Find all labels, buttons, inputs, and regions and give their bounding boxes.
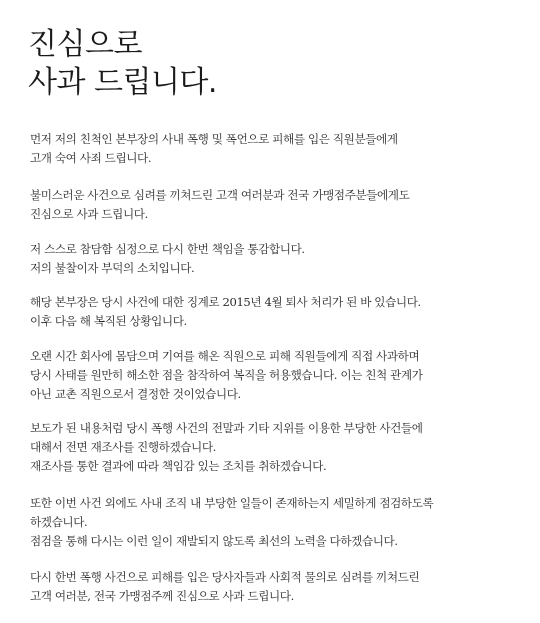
text-line: 또한 이번 사건 외에도 사내 조직 내 부당한 일들이 존재하는지 세밀하게 점검하도록 <box>30 496 434 510</box>
text-line: 이후 다음 해 복직된 상황입니다. <box>30 314 187 328</box>
text-line: 대해서 전면 재조사를 진행하겠습니다. <box>30 440 216 454</box>
text-line: 고개 숙여 사죄 드립니다. <box>30 151 152 165</box>
text-line: 점검을 통해 다시는 이런 일이 재발되지 않도록 최선의 노력을 다하겠습니다. <box>30 534 398 548</box>
text-line: 다시 한번 폭행 사건으로 피해를 입은 당사자들과 사회적 물의로 심려를 끼쳐드린 <box>30 570 420 584</box>
paragraph-reinvestigation <box>30 419 530 476</box>
text-line: 고객 여러분, 전국 가맹점주께 진심으로 사과 드립니다. <box>30 589 294 603</box>
paragraph-internal-review <box>30 494 530 551</box>
paragraph-responsibility <box>30 240 530 278</box>
text-line: 저 스스로 참담함 심정으로 다시 한번 책임을 통감합니다. <box>30 242 305 256</box>
text-line: 진심으로 사과 드립니다. <box>30 207 148 221</box>
text-line: 재조사를 통한 결과에 따라 책임감 있는 조치를 취하겠습니다. <box>30 459 327 473</box>
text-line: 불미스러운 사건으로 심려를 끼쳐드린 고객 여러분과 전국 가맹점주분들에게도 <box>30 188 410 202</box>
text-line: 저의 불찰이자 부덕의 소치입니다. <box>30 261 195 275</box>
text-line: 하겠습니다. <box>30 515 88 529</box>
letter-title <box>28 26 217 102</box>
paragraph-apology-to-customers <box>30 186 530 224</box>
title-line: 사과 드립니다. <box>28 65 217 100</box>
title-line: 진심으로 <box>28 27 142 62</box>
text-line: 해당 본부장은 당시 사건에 대한 징계로 2015년 4월 퇴사 처리가 된 바 있습니다. <box>30 295 421 309</box>
text-line: 당시 사태를 원만히 해소한 점을 참작하여 복직을 허용했습니다. 이는 친척 관계가 <box>30 368 423 382</box>
text-line: 먼저 저의 친척인 본부장의 사내 폭행 및 폭언으로 피해를 입은 직원분들에게 <box>30 132 398 146</box>
paragraph-dismissal-history <box>30 293 530 331</box>
paragraph-closing-apology <box>30 568 530 606</box>
text-line: 오랜 시간 회사에 몸담으며 기여를 해온 직원으로 피해 직원들에게 직접 사과하며 <box>30 349 420 363</box>
paragraph-apology-to-staff <box>30 130 530 168</box>
text-line: 아닌 교촌 직원으로서 결정한 것이었습니다. <box>30 387 241 401</box>
text-line: 보도가 된 내용처럼 당시 폭행 사건의 전말과 기타 지위를 이용한 부당한 사건들에 <box>30 421 423 435</box>
paragraph-reinstatement <box>30 347 530 404</box>
